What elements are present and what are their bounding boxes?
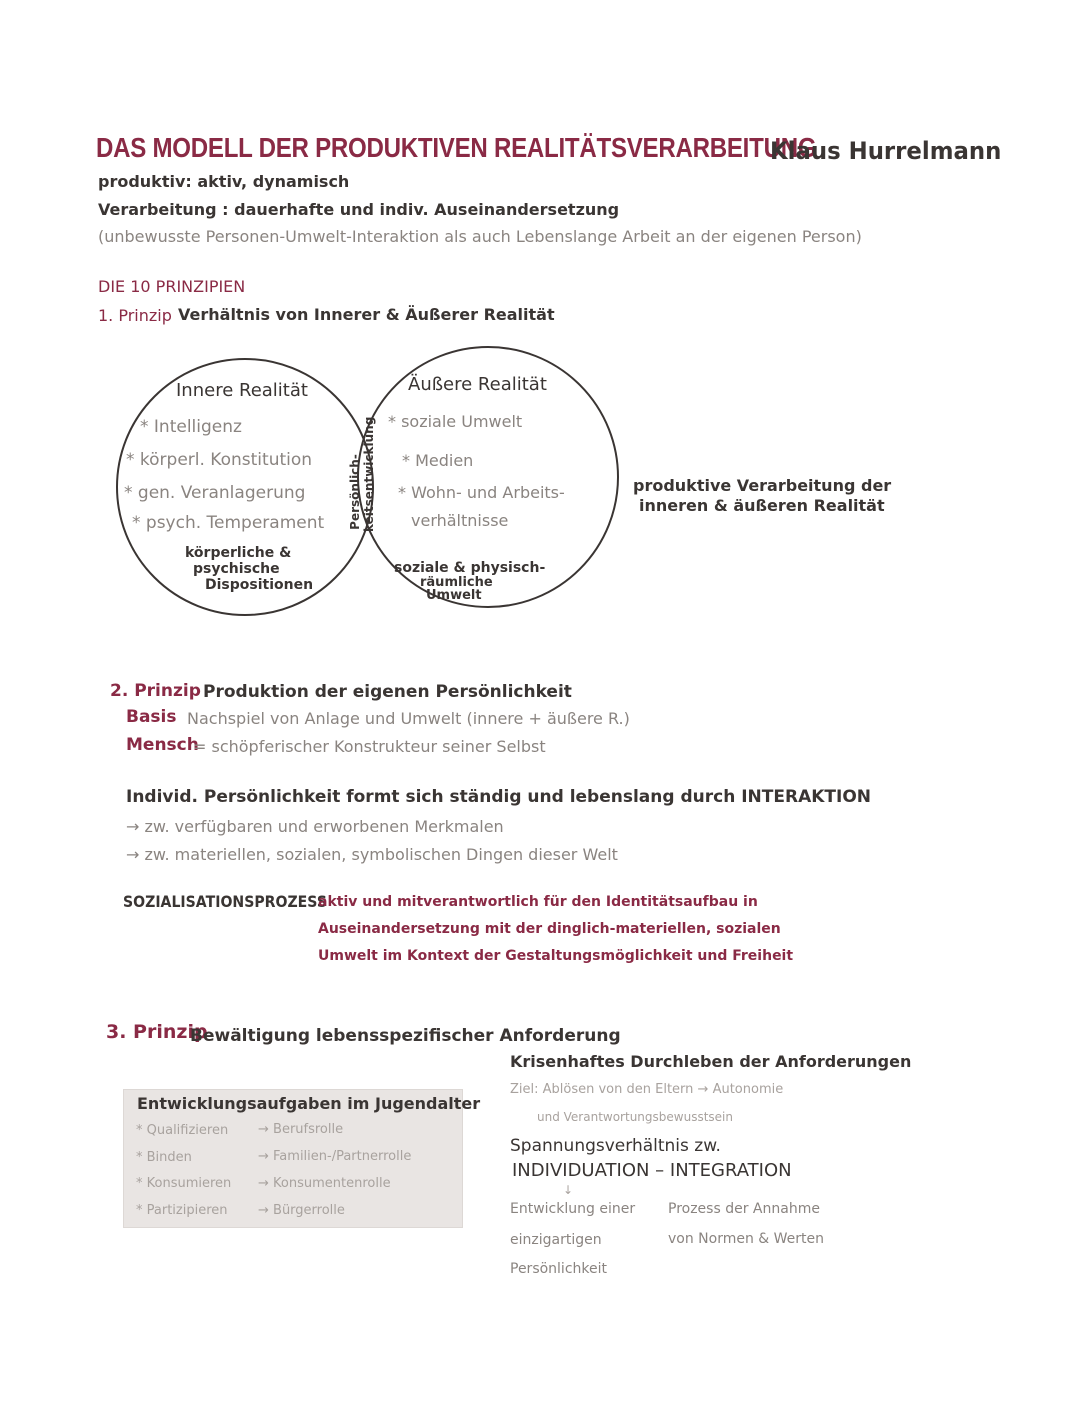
p3-left-col: einzigartigen: [510, 1232, 602, 1248]
p3-left-col: Persönlichkeit: [510, 1261, 607, 1277]
inner-footer: psychische: [193, 561, 280, 577]
overlap-label: Persönlich- keitsentwicklung: [348, 416, 376, 532]
p2-sozial-line: Auseinandersetzung mit der dinglich-materiellen, sozialen: [318, 921, 781, 937]
inner-heading: Innere Realität: [176, 380, 308, 401]
outer-heading: Äußere Realität: [408, 374, 547, 395]
inner-footer: körperliche &: [185, 545, 292, 561]
author-name: Klaus Hurrelmann: [770, 137, 1002, 165]
p2-arrow-line: → zw. verfügbaren und erworbenen Merkmalen: [126, 817, 504, 836]
outer-item: verhältnisse: [411, 511, 509, 530]
p2-label: 2. Prinzip: [110, 681, 201, 701]
venn-diagram: [0, 0, 1080, 700]
outer-item: * Wohn- und Arbeits-: [398, 483, 565, 502]
p3-right-col: Prozess der Annahme: [668, 1201, 820, 1217]
p2-sozial-line: aktiv und mitverantwortlich für den Identitätsaufbau in: [318, 894, 758, 910]
box-title: Entwicklungsaufgaben im Jugendalter: [137, 1094, 481, 1113]
outer-item: * Medien: [402, 451, 474, 470]
task-right: → Familien-/Partnerrolle: [258, 1149, 412, 1164]
intro-verarbeitung: Verarbeitung : dauerhafte und indiv. Auseinandersetzung: [98, 200, 620, 219]
p1-label: 1. Prinzip: [98, 306, 172, 325]
p1-side-note: inneren & äußeren Realität: [639, 496, 885, 515]
p3-individuation-integration: INDIVIDUATION – INTEGRATION: [512, 1160, 792, 1181]
p2-sozial-line: Umwelt im Kontext der Gestaltungsmöglichkeit und Freiheit: [318, 948, 794, 964]
p3-krise: Krisenhaftes Durchleben der Anforderungen: [510, 1052, 912, 1071]
p2-basis-label: Basis: [126, 707, 177, 727]
p3-right-col: von Normen & Werten: [668, 1231, 825, 1247]
outer-footer: Umwelt: [426, 588, 482, 603]
p3-title: Bewältigung lebensspezifischer Anforderung: [190, 1026, 621, 1046]
inner-footer: Dispositionen: [205, 577, 314, 593]
outer-footer: räumliche: [420, 575, 493, 590]
p3-left-col: Entwicklung einer: [510, 1201, 636, 1217]
task-right: → Berufsrolle: [258, 1122, 344, 1137]
p2-title: Produktion der eigenen Persönlichkeit: [203, 682, 572, 702]
task-left: * Qualifizieren: [136, 1123, 229, 1138]
intro-produktiv: produktiv: aktiv, dynamisch: [98, 172, 350, 191]
task-right: → Bürgerrolle: [258, 1203, 345, 1218]
task-right: → Konsumentenrolle: [258, 1176, 391, 1191]
inner-item: * Intelligenz: [140, 417, 242, 437]
task-left: * Konsumieren: [136, 1176, 232, 1191]
principles-heading: DIE 10 PRINZIPIEN: [98, 277, 246, 296]
intro-note: (unbewusste Personen-Umwelt-Interaktion als auch Lebenslange Arbeit an der eigenen Person): [98, 227, 862, 246]
p3-ziel-2: und Verantwortungsbewusstsein: [537, 1110, 733, 1124]
p2-mensch-label: Mensch: [126, 735, 199, 755]
outer-item: * soziale Umwelt: [388, 412, 523, 431]
page-title: DAS MODELL DER PRODUKTIVEN REALITÄTSVERARBEITUNG: [96, 132, 817, 163]
p3-label: 3. Prinzip: [106, 1021, 208, 1043]
inner-item: * körperl. Konstitution: [126, 450, 313, 470]
outer-footer: soziale & physisch-: [394, 560, 546, 576]
p2-mensch-text: = schöpferischer Konstrukteur seiner Selbst: [193, 737, 546, 756]
down-arrow-icon: ↓: [563, 1183, 574, 1197]
p1-side-note: produktive Verarbeitung der: [633, 476, 892, 495]
p3-spannung: Spannungsverhältnis zw.: [510, 1136, 721, 1156]
p3-ziel: Ziel: Ablösen von den Eltern → Autonomie: [510, 1082, 784, 1097]
p1-title: Verhältnis von Innerer & Äußerer Realität: [178, 305, 555, 324]
p2-arrow-line: → zw. materiellen, sozialen, symbolischen Dingen dieser Welt: [126, 845, 618, 864]
task-left: * Partizipieren: [136, 1203, 228, 1218]
task-left: * Binden: [136, 1150, 192, 1165]
p2-basis-text: Nachspiel von Anlage und Umwelt (innere + äußere R.): [187, 709, 630, 728]
p2-sozial-label: SOZIALISATIONSPROZESS: [123, 892, 327, 911]
p2-individ: Individ. Persönlichkeit formt sich ständig und lebenslang durch INTERAKTION: [126, 787, 871, 807]
inner-item: * gen. Veranlagerung: [124, 483, 306, 503]
inner-item: * psych. Temperament: [132, 513, 325, 533]
